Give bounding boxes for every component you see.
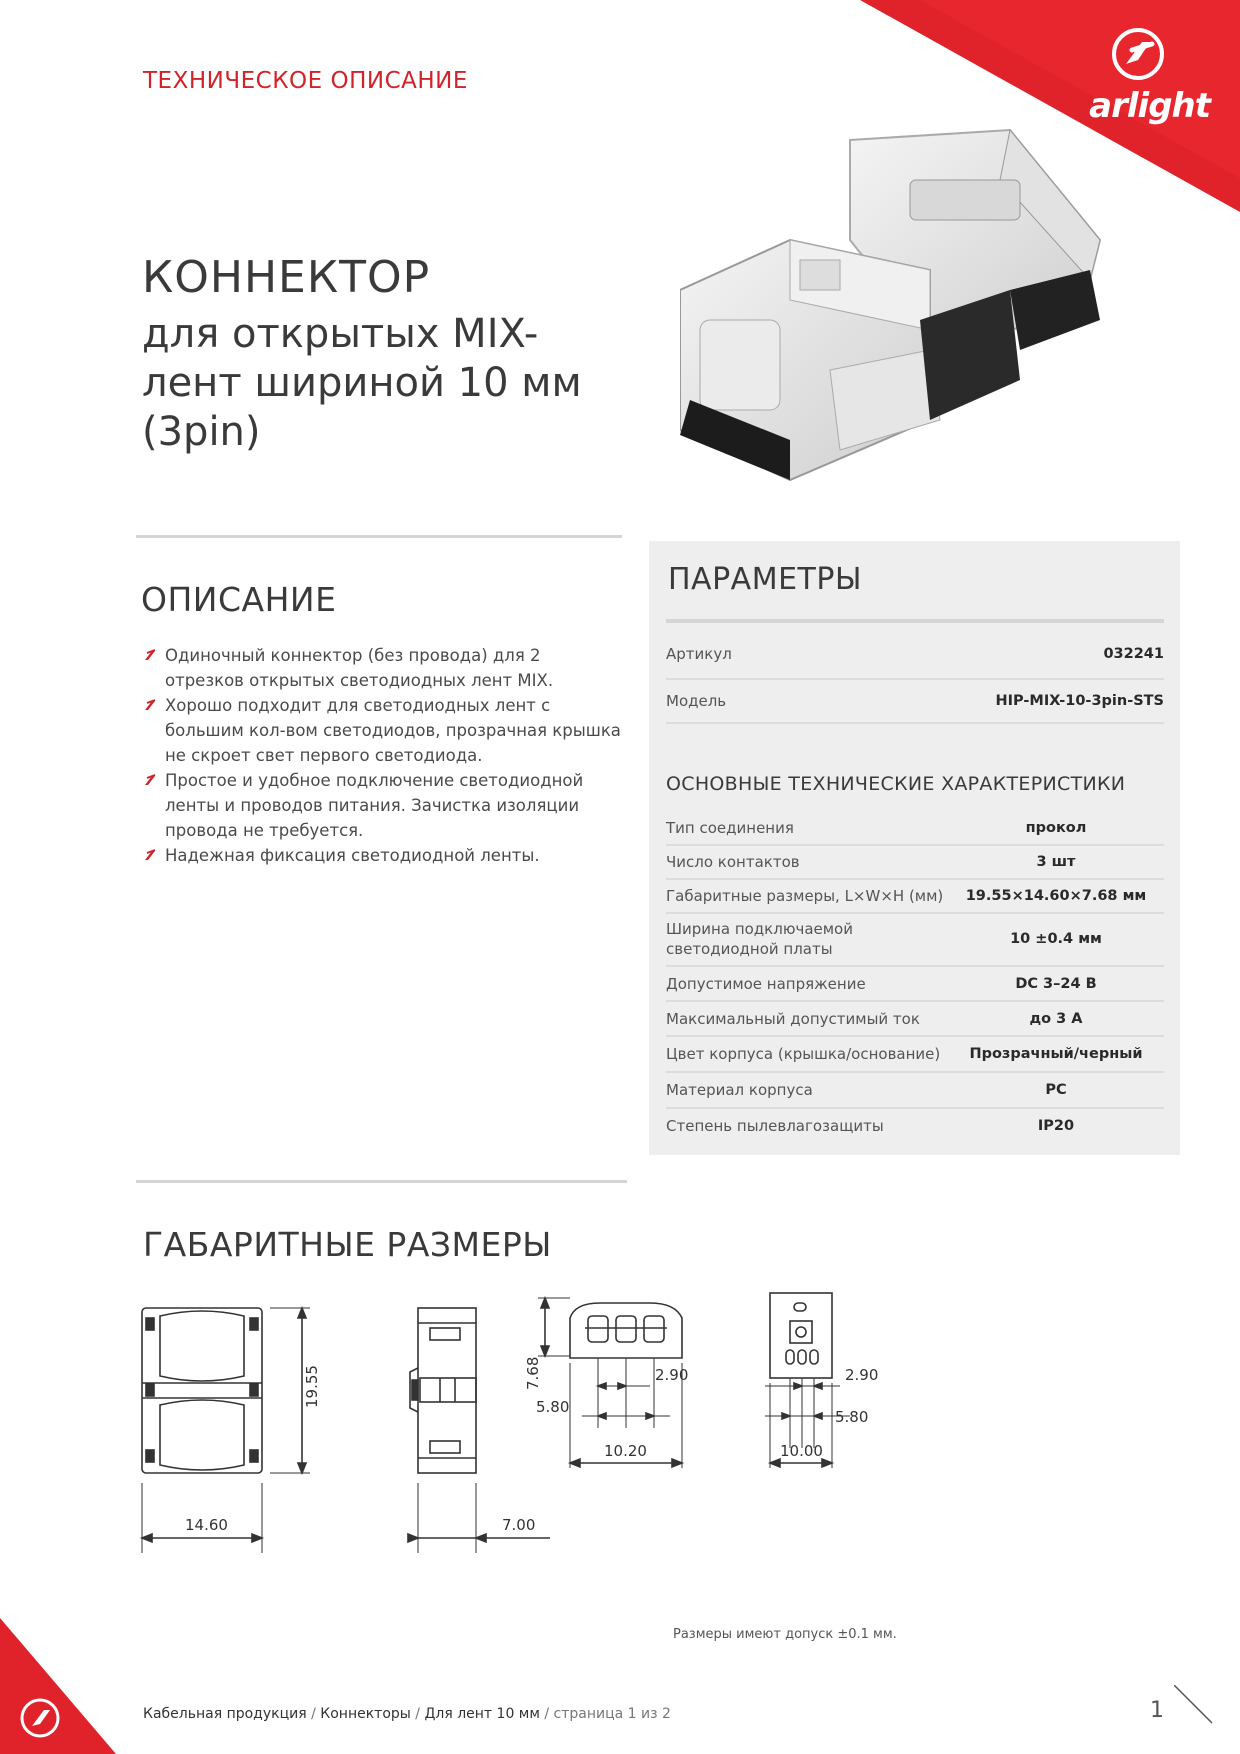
list-item <box>143 643 623 693</box>
spec-value: PC <box>1045 1082 1067 1098</box>
spec-value: Прозрачный/черный <box>969 1046 1143 1062</box>
table-row <box>666 913 1164 967</box>
parameters-divider <box>666 619 1164 623</box>
arrow-bullet-icon <box>143 848 157 862</box>
dim-strip-pin-span: 5.80 <box>835 1408 869 1426</box>
breadcrumb-item[interactable]: Кабельная продукция <box>143 1706 307 1722</box>
product-subtitle <box>142 310 622 457</box>
spec-label: Материал корпуса <box>666 1081 813 1099</box>
product-photo <box>680 120 1110 500</box>
document-type-label: ТЕХНИЧЕСКОЕ ОПИСАНИЕ <box>143 68 468 94</box>
page-indicator: страница 1 из 2 <box>553 1706 671 1722</box>
page-number: 1 <box>1150 1698 1164 1723</box>
spec-label: Допустимое напряжение <box>666 974 866 993</box>
spec-value: IP20 <box>1037 1118 1075 1134</box>
tolerance-note: Размеры имеют допуск ±0.1 мм. <box>673 1627 897 1642</box>
spec-label: Ширина подключаемой светодиодной платы <box>666 920 853 958</box>
table-row <box>666 967 1164 1002</box>
description-text: Надежная фиксация светодиодной ленты. <box>165 846 540 865</box>
brand-corner-triangle <box>0 1618 116 1754</box>
dimension-drawings <box>130 1288 1010 1588</box>
description-text: Хорошо подходит для светодиодных лент с большим кол-вом светодиодов, прозрачная крышка не скроет свет первого светодиода. <box>165 696 621 765</box>
dim-end-height: 7.68 <box>524 1356 542 1390</box>
param-label: Артикул <box>666 645 732 663</box>
description-heading: ОПИСАНИЕ <box>141 580 337 619</box>
table-row <box>666 845 1164 880</box>
arlight-logo-icon <box>1108 24 1168 84</box>
breadcrumb <box>143 1706 671 1722</box>
dim-end-pin-span: 5.80 <box>536 1398 570 1416</box>
spec-label: Число контактов <box>666 852 800 871</box>
spec-value: 19.55×14.60×7.68 мм <box>965 887 1147 904</box>
breadcrumb-item[interactable]: Для лент 10 мм <box>424 1706 540 1722</box>
list-item <box>143 843 623 868</box>
spec-value: прокол <box>1025 819 1087 836</box>
page-corner-line-icon <box>1174 1685 1214 1725</box>
spec-label: Тип соединения <box>666 818 794 837</box>
dim-side-width: 7.00 <box>502 1516 536 1534</box>
arrow-bullet-icon <box>143 698 157 712</box>
param-value: 032241 <box>1103 646 1164 662</box>
table-row <box>666 879 1164 914</box>
dim-strip-pin-pitch: 2.90 <box>845 1366 879 1384</box>
breadcrumb-item[interactable]: Коннекторы <box>320 1706 411 1722</box>
description-list <box>143 643 623 868</box>
param-label: Модель <box>666 692 727 710</box>
dim-end-width: 10.20 <box>604 1442 647 1460</box>
list-item <box>143 768 623 843</box>
table-row <box>666 1109 1164 1143</box>
breadcrumb-separator: / <box>544 1706 550 1722</box>
subtitle-line-3: (3pin) <box>142 409 261 455</box>
subtitle-line-1: для открытых MIX- <box>142 311 539 357</box>
dim-top-width: 14.60 <box>185 1516 228 1534</box>
spec-label: Габаритные размеры, L×W×H (мм) <box>666 886 944 905</box>
table-row <box>666 1073 1164 1109</box>
table-row <box>666 811 1164 846</box>
section-divider <box>136 1180 627 1183</box>
list-item <box>143 693 623 768</box>
description-text: Простое и удобное подключение светодиодной ленты и проводов питания. Зачистка изоляции провода не требуется. <box>165 771 584 840</box>
breadcrumb-separator: / <box>311 1706 316 1722</box>
spec-label: Максимальный допустимый ток <box>666 1009 920 1028</box>
spec-label: Цвет корпуса (крышка/основание) <box>666 1045 941 1063</box>
arrow-bullet-icon <box>143 773 157 787</box>
section-divider <box>136 535 622 538</box>
dimensions-heading: ГАБАРИТНЫЕ РАЗМЕРЫ <box>143 1225 552 1264</box>
table-row <box>666 680 1164 724</box>
dim-end-pin-pitch: 2.90 <box>655 1366 689 1384</box>
specs-heading: ОСНОВНЫЕ ТЕХНИЧЕСКИЕ ХАРАКТЕРИСТИКИ <box>666 773 1126 795</box>
spec-label: Степень пылевлагозащиты <box>666 1117 884 1135</box>
product-title: КОННЕКТОР <box>142 252 431 303</box>
spec-value: DC 3–24 В <box>1015 975 1097 992</box>
arrow-bullet-icon <box>143 648 157 662</box>
table-row <box>666 1002 1164 1037</box>
arlight-logo-text: arlight <box>1089 86 1210 126</box>
description-text: Одиночный коннектор (без провода) для 2 отрезков открытых светодиодных лент MIX. <box>165 646 554 690</box>
dim-strip-width: 10.00 <box>780 1442 823 1460</box>
spec-value: 3 шт <box>1036 853 1076 870</box>
dim-top-height: 19.55 <box>303 1365 321 1408</box>
table-row <box>666 1037 1164 1073</box>
param-value: HIP-MIX-10-3pin-STS <box>995 693 1164 709</box>
table-row <box>666 630 1164 680</box>
spec-value: 10 ±0.4 мм <box>1010 931 1102 947</box>
spec-value: до 3 А <box>1029 1010 1083 1027</box>
parameters-heading: ПАРАМЕТРЫ <box>668 562 862 597</box>
subtitle-line-2: лент шириной 10 мм <box>142 360 582 406</box>
breadcrumb-separator: / <box>415 1706 420 1722</box>
